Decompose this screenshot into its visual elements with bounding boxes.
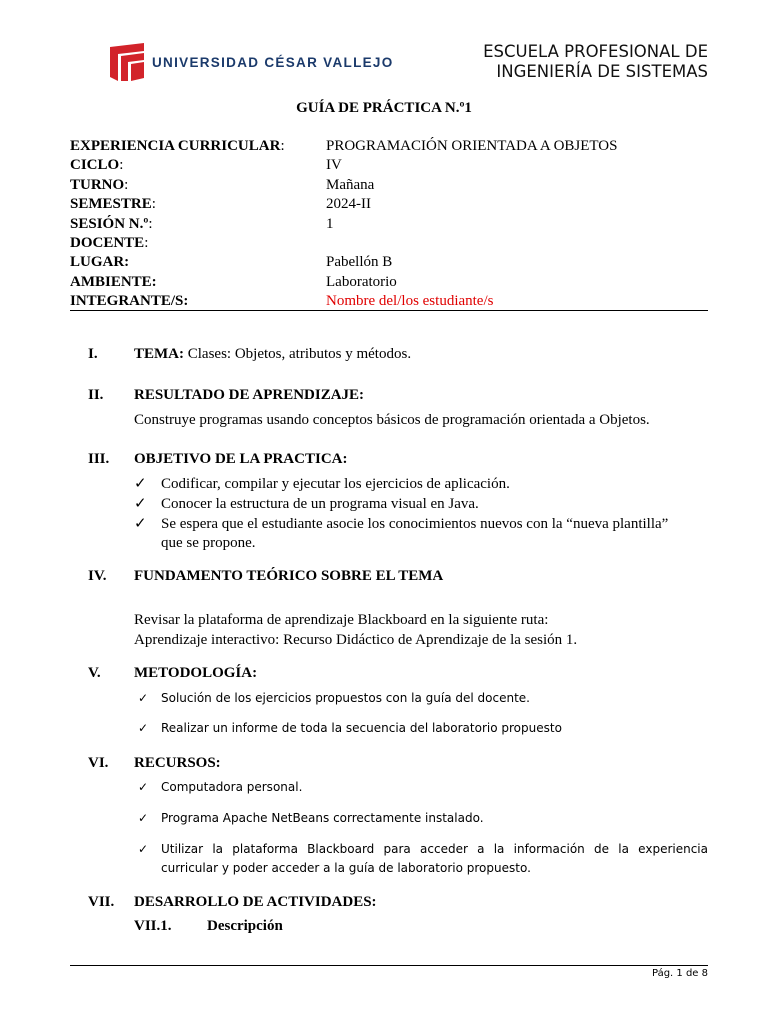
header-divider	[70, 310, 708, 311]
check-icon: ✓	[138, 811, 149, 825]
university-logo	[110, 43, 394, 81]
check-icon: ✓	[134, 476, 147, 492]
section-title: RESULTADO DE APRENDIZAJE:	[134, 387, 365, 403]
info-value: Pabellón B	[326, 254, 393, 271]
info-row-semestre: SEMESTRE: 2024-II	[70, 195, 708, 214]
info-row-ciclo: CICLO: IV	[70, 156, 708, 175]
info-label: DOCENTE	[70, 234, 145, 251]
list-item: ✓ Solución de los ejercicios propuestos con la guía del docente.	[134, 689, 708, 708]
info-value: Laboratorio	[326, 273, 397, 290]
info-label: SEMESTRE	[70, 196, 152, 213]
list-item: ✓ Codificar, compilar y ejecutar los ejercicios de aplicación.	[134, 476, 510, 492]
section-number: I.	[88, 346, 98, 362]
section-number: V.	[88, 665, 101, 681]
info-label: INTEGRANTE/S:	[70, 293, 189, 310]
section-title: FUNDAMENTO TEÓRICO SOBRE EL TEMA	[134, 568, 444, 584]
list-item: ✓ Realizar un informe de toda la secuencia del laboratorio propuesto	[134, 719, 708, 738]
section-text: Revisar la plataforma de aprendizaje Blackboard en la siguiente ruta:	[134, 612, 549, 628]
list-item: ✓ Conocer la estructura de un programa visual en Java.	[134, 496, 479, 512]
info-value: Mañana	[326, 176, 375, 193]
section-text: Aprendizaje interactivo: Recurso Didáctico de Aprendizaje de la sesión 1.	[134, 632, 578, 648]
list-item-continuation: que se propone.	[161, 535, 256, 551]
subsection-title: Descripción	[207, 918, 283, 934]
info-value-placeholder: Nombre del/los estudiante/s	[326, 293, 494, 310]
document-title: GUÍA DE PRÁCTICA N.º1	[296, 100, 472, 116]
section-number: IV.	[88, 568, 107, 584]
list-item: ✓ Computadora personal.	[134, 778, 708, 797]
info-row-docente: DOCENTE:	[70, 234, 149, 251]
info-value: 2024-II	[326, 196, 371, 213]
page-number: Pág. 1 de 8	[652, 968, 708, 979]
info-row-lugar	[70, 253, 708, 272]
subsection-number: VII.1.	[134, 918, 172, 934]
check-icon: ✓	[138, 691, 149, 705]
course-info	[70, 137, 708, 312]
school-line-2: INGENIERÍA DE SISTEMAS	[496, 62, 708, 81]
section-text: Clases: Objetos, atributos y métodos.	[184, 346, 412, 362]
info-value: IV	[326, 157, 342, 174]
info-row-ambiente	[70, 273, 708, 292]
info-label: AMBIENTE:	[70, 273, 157, 290]
list-item: ✓ Utilizar la plataforma Blackboard para acceder a la información de la experiencia curricular y poder acceder a la guía de laboratorio propuesto.	[138, 842, 708, 875]
section-number: III.	[88, 451, 110, 467]
check-icon: ✓	[134, 496, 147, 512]
check-icon: ✓	[138, 842, 149, 856]
info-label: TURNO	[70, 176, 125, 193]
list-item: ✓ Se espera que el estudiante asocie los conocimientos nuevos con la “nueva plantilla”	[134, 516, 669, 532]
section-number: VII.	[88, 894, 115, 910]
info-label: SESIÓN N.º	[70, 215, 149, 232]
section-number: VI.	[88, 755, 109, 771]
logo-text: UNIVERSIDAD CÉSAR VALLEJO	[152, 54, 394, 70]
info-value: 1	[326, 215, 334, 232]
info-label: CICLO	[70, 157, 120, 174]
section-title: TEMA:	[134, 346, 184, 362]
info-row-sesion: SESIÓN N.º: 1	[70, 215, 708, 234]
info-label: EXPERIENCIA CURRICULAR	[70, 138, 281, 154]
check-icon: ✓	[134, 516, 147, 532]
section-number: II.	[88, 387, 104, 403]
ucv-shield-icon	[110, 43, 144, 81]
check-icon: ✓	[138, 780, 149, 794]
school-name	[483, 42, 708, 82]
check-icon: ✓	[138, 721, 149, 735]
section-title: DESARROLLO DE ACTIVIDADES:	[134, 894, 377, 910]
info-value: PROGRAMACIÓN ORIENTADA A OBJETOS	[326, 138, 618, 154]
footer-divider	[70, 965, 708, 966]
info-row-integrantes	[70, 292, 708, 311]
list-item: ✓ Programa Apache NetBeans correctamente instalado.	[134, 809, 708, 828]
section-title: RECURSOS:	[134, 755, 221, 771]
section-title: OBJETIVO DE LA PRACTICA:	[134, 451, 348, 467]
section-text: Construye programas usando conceptos básicos de programación orientada a Objetos.	[134, 412, 650, 428]
section-title: METODOLOGÍA:	[134, 665, 258, 681]
info-row-turno: TURNO: Mañana	[70, 176, 708, 195]
school-line-1: ESCUELA PROFESIONAL DE	[483, 42, 708, 61]
info-row-curricular: EXPERIENCIA CURRICULAR: PROGRAMACIÓN ORIENTADA A OBJETOS	[70, 137, 708, 156]
info-label: LUGAR:	[70, 254, 130, 271]
